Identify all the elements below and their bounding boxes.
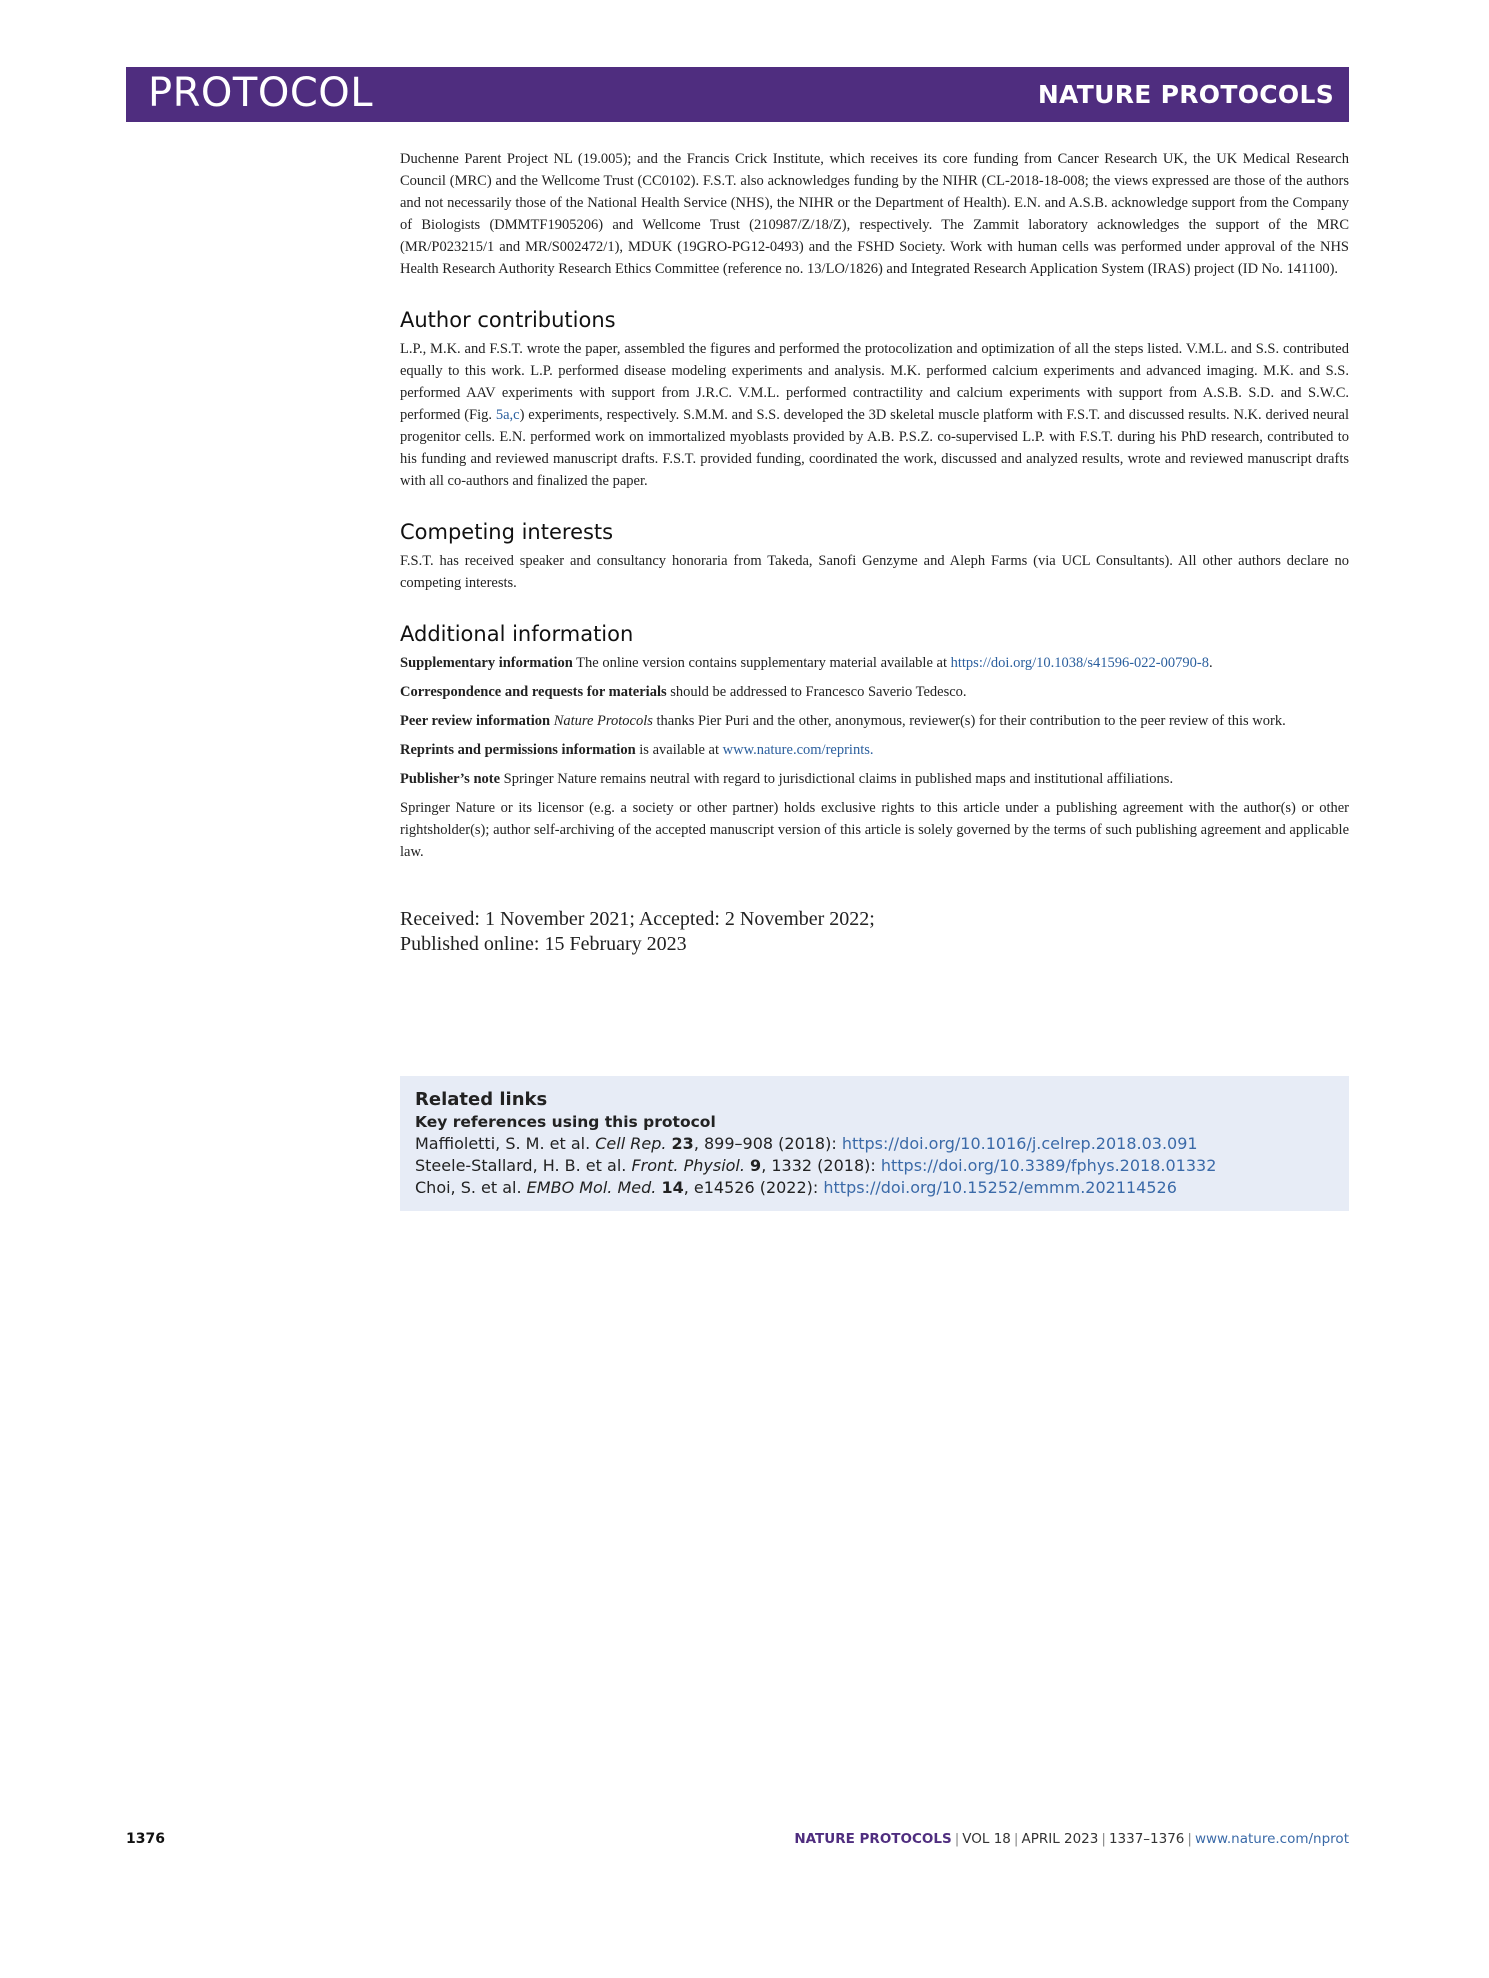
footer-url-link[interactable]: www.nature.com/nprot bbox=[1194, 1831, 1349, 1847]
ref-authors: Choi, S. et al. bbox=[415, 1178, 527, 1197]
footer-separator: | bbox=[1187, 1831, 1192, 1847]
related-links-title: Related links bbox=[415, 1089, 548, 1110]
peer-review-info bbox=[400, 710, 1349, 732]
footer-separator: | bbox=[1101, 1831, 1106, 1847]
reference-item bbox=[415, 1177, 1339, 1199]
footer-volume: VOL 18 bbox=[962, 1831, 1011, 1847]
publication-dates bbox=[400, 907, 1349, 957]
author-contributions-text-part: L.P., M.K. and F.S.T. wrote the paper, assembled the figures and performed the protocolization and optimization of all the steps listed. V.M.L. and S.S. contributed equally to this work. L.P. performed disease modeling experiments and analysis. M.K. performed calcium experiments and advanced imaging. M.K. and S.S. performed AAV experiments with support from J.R.C. V.M.L. performed contractility and calcium experiments with support from A.S.B. S.D. and S.W.C. performed (Fig. bbox=[400, 341, 1349, 423]
footer-separator: | bbox=[954, 1831, 960, 1847]
figure-link[interactable]: 5a,c bbox=[495, 407, 520, 423]
peer-review-label: Peer review information bbox=[400, 713, 551, 729]
competing-interests-text: F.S.T. has received speaker and consultancy honoraria from Takeda, Sanofi Genzyme and Aleph Farms (via UCL Consultants). All other authors declare no competing interests. bbox=[400, 553, 1349, 591]
additional-information-heading: Additional information bbox=[400, 622, 634, 646]
ref-doi-link[interactable]: https://doi.org/10.3389/fphys.2018.01332 bbox=[880, 1156, 1217, 1175]
reprints-label: Reprints and permissions information bbox=[400, 742, 636, 758]
correspondence-info bbox=[400, 681, 1349, 703]
rights-statement: Springer Nature or its licensor (e.g. a society or other partner) holds exclusive rights to this article under a publishing agreement with the author(s) or other rightsholder(s); author self-archiving of the accepted manuscript version of this article is solely governed by the terms of such publishing agreement and applicable law. bbox=[400, 800, 1349, 860]
footer-date: APRIL 2023 bbox=[1021, 1831, 1099, 1847]
ref-pages: , 1332 (2018): bbox=[761, 1156, 881, 1175]
author-contributions-heading: Author contributions bbox=[400, 308, 616, 332]
publisher-text: Springer Nature remains neutral with regard to jurisdictional claims in published maps and institutional affiliations. bbox=[500, 771, 1174, 787]
ref-journal: Cell Rep. bbox=[595, 1134, 667, 1153]
ref-authors: Steele-Stallard, H. B. et al. bbox=[415, 1156, 632, 1175]
published-online-date: Published online: 15 February 2023 bbox=[400, 933, 687, 955]
page-number: 1376 bbox=[126, 1831, 165, 1847]
author-contributions-text bbox=[400, 338, 1349, 492]
supplementary-text: The online version contains supplementary material available at bbox=[572, 655, 951, 671]
ref-journal: EMBO Mol. Med. bbox=[526, 1178, 657, 1197]
publisher-note bbox=[400, 768, 1349, 790]
supplementary-link[interactable]: https://doi.org/10.1038/s41596-022-00790-8 bbox=[950, 655, 1209, 671]
author-contributions-text-part: ) experiments, respectively. S.M.M. and S.S. developed the 3D skeletal muscle platform with F.S.T. and discussed results. N.K. derived neural progenitor cells. E.N. performed work on immortalized myoblasts provided by A.B. P.S.Z. co-supervised L.P. with F.S.T. during his PhD research, contributed to his funding and reviewed manuscript drafts. F.S.T. provided funding, coordinated the work, discussed and analyzed results, wrote and reviewed manuscript drafts with all co-authors and finalized the paper. bbox=[400, 407, 1349, 489]
ref-volume: 9 bbox=[750, 1156, 762, 1175]
reprints-link[interactable]: www.nature.com/reprints. bbox=[722, 742, 874, 758]
related-links-subtitle: Key references using this protocol bbox=[415, 1113, 716, 1131]
author-contributions-section bbox=[400, 307, 1349, 492]
ref-volume: 14 bbox=[661, 1178, 684, 1197]
additional-information-section bbox=[400, 621, 1349, 863]
section-label: PROTOCOL bbox=[148, 70, 374, 116]
competing-interests-section bbox=[400, 519, 1349, 594]
footer-citation bbox=[794, 1831, 1349, 1847]
ref-authors: Maffioletti, S. M. et al. bbox=[415, 1134, 596, 1153]
peer-review-text: thanks Pier Puri and the other, anonymous, reviewer(s) for their contribution to the peer review of this work. bbox=[652, 713, 1286, 729]
publisher-label: Publisher’s note bbox=[400, 771, 501, 787]
related-links-box bbox=[400, 1076, 1349, 1211]
competing-interests-heading: Competing interests bbox=[400, 520, 614, 544]
ref-journal: Front. Physiol. bbox=[631, 1156, 745, 1175]
supplementary-info: Supplementary information The online version contains supplementary material available at https://doi.org/10.1038/s41596-022-00790-8. bbox=[400, 655, 1213, 671]
received-accepted-dates: Received: 1 November 2021; Accepted: 2 November 2022; bbox=[400, 908, 875, 930]
ref-doi-link[interactable]: https://doi.org/10.1016/j.celrep.2018.03.091 bbox=[841, 1134, 1198, 1153]
footer-separator: | bbox=[1013, 1831, 1019, 1847]
ref-doi-link[interactable]: https://doi.org/10.15252/emmm.202114526 bbox=[823, 1178, 1177, 1197]
reference-item bbox=[415, 1133, 1339, 1155]
reprints-info bbox=[400, 739, 1349, 761]
correspondence-text: should be addressed to Francesco Saverio Tedesco. bbox=[666, 684, 967, 700]
ref-pages: , e14526 (2022): bbox=[683, 1178, 824, 1197]
ref-pages: , 899–908 (2018): bbox=[693, 1134, 842, 1153]
footer-journal: NATURE PROTOCOLS bbox=[794, 1831, 952, 1847]
main-content bbox=[400, 148, 1349, 957]
reprints-text: is available at bbox=[635, 742, 723, 758]
journal-name: NATURE PROTOCOLS bbox=[1037, 80, 1334, 109]
funding-paragraph: Duchenne Parent Project NL (19.005); and the Francis Crick Institute, which receives its core funding from Cancer Research UK, the UK Medical Research Council (MRC) and the Wellcome Trust (CC0102). F.S.T. also acknowledges funding by the NIHR (CL-2018-18-008; the views expressed are those of the authors and not necessarily those of the National Health Service (NHS), the NIHR or the Department of Health). E.N. and A.S.B. acknowledge support from the Company of Biologists (DMMTF1905206) and Wellcome Trust (210987/Z/18/Z), respectively. The Zammit laboratory acknowledges the support of the MRC (MR/P023215/1 and MR/S002472/1), MDUK (19GRO-PG12-0493) and the FSHD Society. Work with human cells was performed under approval of the NHS Health Research Authority Research Ethics Committee (reference no. 13/LO/1826) and Integrated Research Application System (IRAS) project (ID No. 141100). bbox=[400, 151, 1349, 277]
peer-review-journal: Nature Protocols bbox=[553, 713, 653, 729]
reference-item bbox=[415, 1155, 1339, 1177]
header-bar bbox=[126, 67, 1349, 122]
ref-volume: 23 bbox=[671, 1134, 694, 1153]
supplementary-label: Supplementary information bbox=[400, 655, 573, 671]
footer-pages: 1337–1376 bbox=[1108, 1831, 1185, 1847]
correspondence-label: Correspondence and requests for materials bbox=[400, 684, 667, 700]
